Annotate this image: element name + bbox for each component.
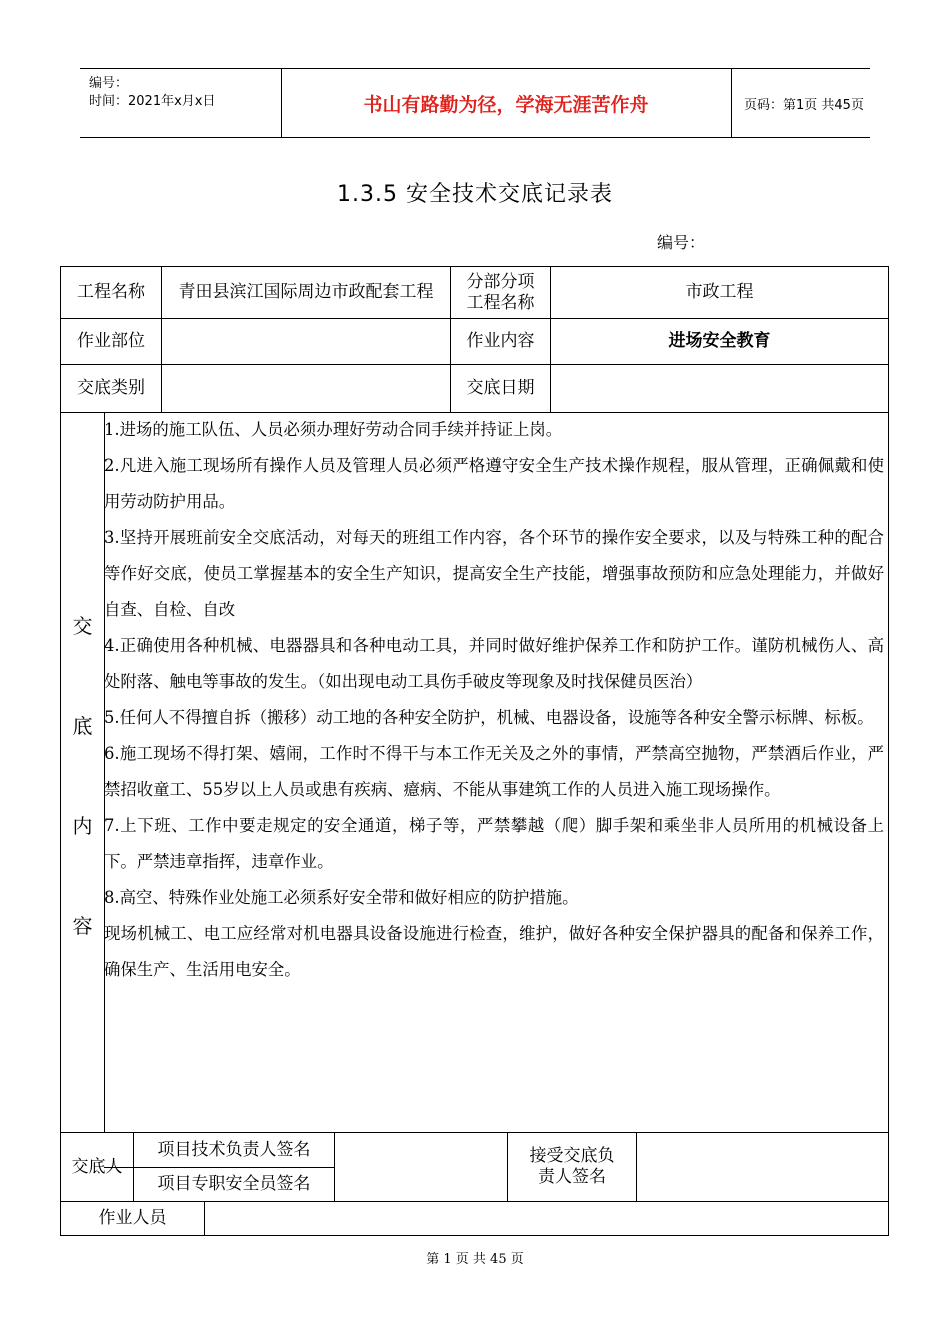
briefing-type-label: 交底类别 [77, 378, 145, 398]
briefer-label: 交底人 [71, 1156, 123, 1177]
workers-field[interactable] [205, 1202, 888, 1235]
side-char: 容 [72, 914, 93, 938]
page-info: 页码：第1页 共45页 [744, 97, 864, 113]
motto: 书山有路勤为径，学海无涯苦作舟 [281, 69, 732, 137]
side-char: 交 [72, 614, 93, 638]
serial-label: 编号： [89, 76, 129, 91]
content-paragraph: 4.正确使用各种机械、电器器具和各种电动工具，并同时做好维护保养工作和防护工作。谨防机械伤人、高处附落、触电等事故的发生。（如出现电动工具伤手破皮等现象及时找保健员医治） [104, 636, 884, 691]
side-char: 内 [72, 814, 93, 838]
tech-lead-sign-field[interactable] [335, 1133, 507, 1167]
header-meta [80, 69, 282, 137]
workers-label: 作业人员 [98, 1208, 167, 1228]
project-name-label: 工程名称 [77, 282, 145, 302]
tech-lead-sign-label: 项目技术负责人签名 [157, 1139, 311, 1160]
side-char: 底 [72, 714, 93, 738]
briefing-content [104, 412, 884, 988]
briefing-date-value [551, 365, 888, 412]
safety-briefing-table [60, 266, 889, 1236]
safety-officer-sign-field[interactable] [335, 1168, 507, 1201]
content-paragraph: 5.任何人不得擅自拆（搬移）动工地的各种安全防护，机械、电器设备，设施等各种安全警示标牌、标板。 [104, 708, 874, 727]
document-title: 1.3.5 安全技术交底记录表 [337, 182, 613, 207]
content-paragraph: 1.进场的施工队伍、人员必须办理好劳动合同手续并持证上岗。 [104, 420, 563, 439]
work-location-value [162, 319, 450, 364]
content-paragraph: 2.凡进入施工现场所有操作人员及管理人员必须严格遵守安全生产技术操作规程，服从管理，正确佩戴和使用劳动防护用品。 [104, 456, 884, 511]
page-footer: 第 1 页 共 45 页 [426, 1252, 524, 1267]
briefing-type-value [162, 365, 450, 412]
receiver-sign-field[interactable] [637, 1133, 888, 1201]
sub-project-value: 市政工程 [685, 282, 754, 302]
work-content-value: 进场安全教育 [668, 331, 771, 351]
content-side-label [61, 412, 104, 1132]
receiver-sign-label: 接受交底负责人签名 [529, 1146, 615, 1187]
content-paragraph: 3.坚持开展班前安全交底活动，对每天的班组工作内容，各个环节的操作安全要求，以及与特殊工种的配合等作好交底，使员工掌握基本的安全生产知识，提高安全生产技能，增强事故预防和应急处理能力，并做好自查、自检、自改 [104, 528, 884, 619]
content-paragraph: 现场机械工、电工应经常对机电器具设备设施进行检查，维护，做好各种安全保护器具的配备和保养工作，确保生产、生活用电安全。 [104, 924, 884, 979]
project-name-value: 青田县滨江国际周边市政配套工程 [178, 282, 434, 302]
work-content-label: 作业内容 [466, 331, 535, 351]
doc-number-label: 编号： [657, 233, 706, 252]
safety-officer-sign-label: 项目专职安全员签名 [157, 1174, 311, 1194]
content-paragraph: 7.上下班、工作中要走规定的安全通道，梯子等，严禁攀越（爬）脚手架和乘坐非人员所用的机械设备上下。严禁违章指挥，违章作业。 [104, 816, 884, 871]
page-header [80, 68, 870, 138]
sub-project-label: 分部分项工程名称 [466, 271, 535, 313]
date-label: 时间：2021年x月x日 [89, 94, 216, 109]
content-paragraph: 6.施工现场不得打架、嬉闹，工作时不得干与本工作无关及之外的事情，严禁高空抛物，严禁酒后作业，严禁招收童工、55岁以上人员或患有疾病、癔病、不能从事建筑工作的人员进入施工现场操作。 [104, 744, 884, 799]
briefing-date-label: 交底日期 [466, 378, 535, 398]
content-paragraph: 8.高空、特殊作业处施工必须系好安全带和做好相应的防护措施。 [104, 888, 579, 907]
work-location-label: 作业部位 [77, 331, 145, 351]
